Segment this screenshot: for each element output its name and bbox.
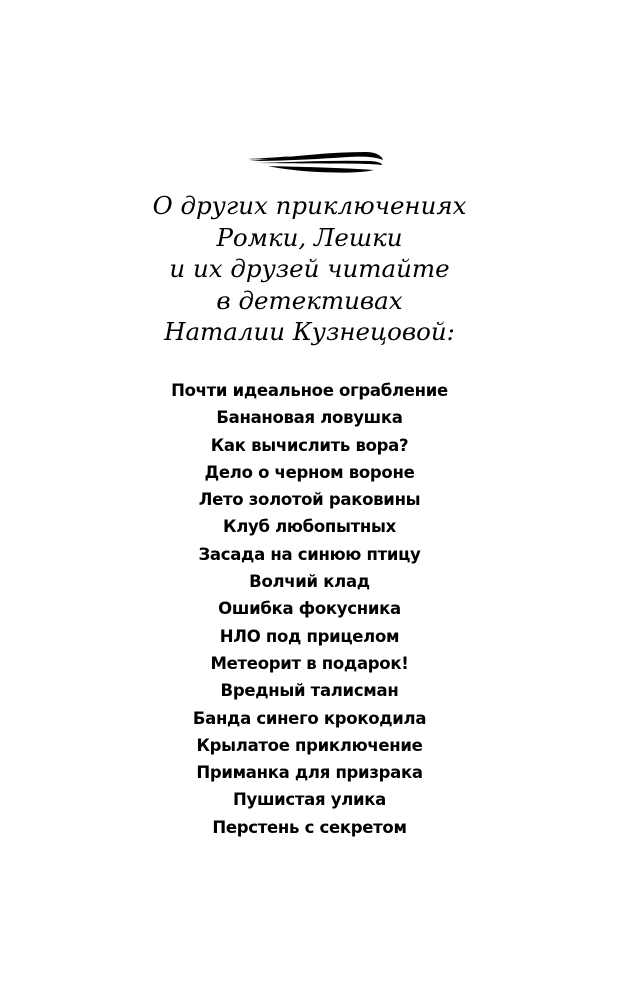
- book-title: Пушистая улика: [232, 790, 386, 810]
- book-title: Засада на синюю птицу: [198, 544, 421, 564]
- book-title: Метеорит в подарок!: [210, 653, 409, 673]
- book-title: Лето золотой раковины: [198, 490, 421, 510]
- book-title: Банда синего крокодила: [192, 708, 427, 728]
- book-title: Ошибка фокусника: [218, 599, 401, 619]
- book-title: Клуб любопытных: [223, 517, 396, 537]
- book-title: Банановая ловушка: [216, 408, 403, 428]
- intro-line: в детективах: [216, 285, 403, 315]
- book-title: Дело о черном вороне: [204, 462, 415, 482]
- book-title: НЛО под прицелом: [219, 626, 400, 646]
- book-title: Крылатое приключение: [196, 735, 423, 755]
- intro-line: Наталии Кузнецовой:: [164, 317, 455, 347]
- book-title: Почти идеальное ограбление: [171, 381, 448, 400]
- intro-text: [0, 190, 619, 348]
- book-title: Волчий клад: [249, 572, 370, 592]
- book-title: Приманка для призрака: [196, 763, 423, 783]
- book-title-list: [0, 377, 619, 841]
- book-title: Вредный талисман: [220, 681, 399, 701]
- intro-line: Ромки, Лешки: [216, 222, 403, 252]
- swoosh-ornament-icon: [248, 148, 384, 176]
- intro-line: О других приключениях: [152, 191, 467, 220]
- book-title: Перстень с секретом: [212, 817, 407, 837]
- book-title: Как вычислить вора?: [210, 435, 409, 455]
- intro-line: и их друзей читайте: [169, 254, 450, 284]
